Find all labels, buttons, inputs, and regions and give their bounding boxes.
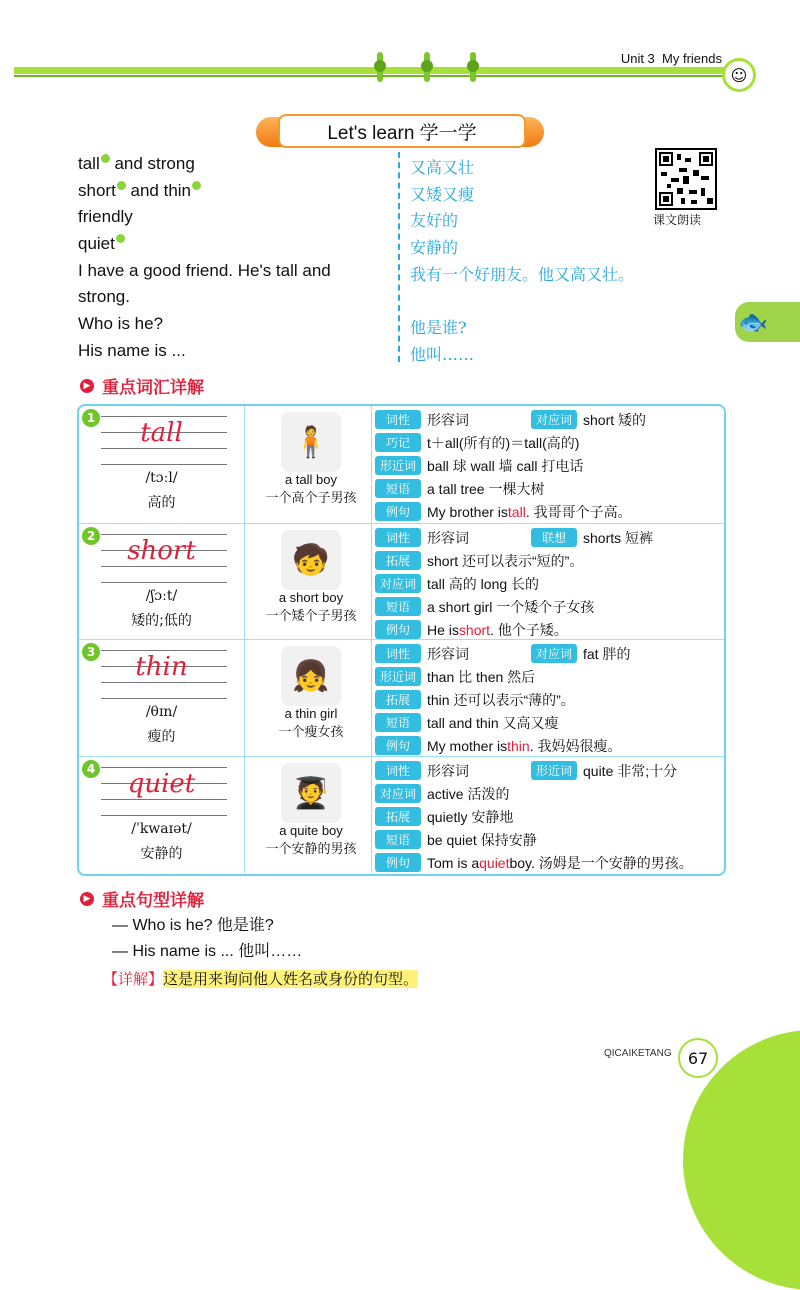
detail-note [103,968,418,989]
phonetic: /tɔːl/ [145,470,178,486]
detail-text: tall and thin 又高又瘦 [427,714,559,731]
example-text: He is [427,621,459,638]
detail-tag: 对应词 [531,644,577,663]
divider-dashed [398,152,400,362]
detail-line [375,805,693,828]
vocab-heading: ▶ 重点词汇详解 [80,373,204,398]
detail-line [375,711,630,734]
detail-text: thin 还可以表示“薄的”。 [427,691,575,708]
vocab-list-en: strong. [78,287,130,306]
mascot-logo-icon: ☺ [722,58,756,92]
illustration-caption-en: a thin girl [284,706,338,721]
detail-tag: 短语 [375,479,421,498]
fish-icon: 🐟 [738,308,768,336]
detail-text: t＋all(所有的)＝tall(高的) [427,434,580,451]
person-illustration-icon: 🧒 [281,530,341,590]
illustration-caption-en: a short boy [278,590,344,605]
vocab-list-en: short and thin [78,181,201,201]
illustration-caption-cn: 一个矮个子男孩 [265,609,357,624]
detail-tag: 词性 [375,644,421,663]
detail-line [375,526,653,549]
detail-line [375,688,630,711]
illustration-caption-en: a quite boy [279,823,343,838]
vocab-table [77,404,726,876]
illustration-caption-en: a tall boy [284,472,338,487]
sentence-line-2: — His name is ... 他叫…… [112,943,303,960]
detail-text: a short girl 一个矮个子女孩 [427,598,595,615]
detail-tag: 例句 [375,736,421,755]
detail-text: tall 高的 long 长的 [427,575,540,592]
detail-tag: 对应词 [375,784,421,803]
detail-text: be quiet 保持安静 [427,831,537,848]
word-details [375,642,630,757]
detail-tag: 拓展 [375,551,421,570]
detail-tag: 短语 [375,597,421,616]
vocab-list-en: tall and strong [78,154,195,173]
sentence-heading: ▶ 重点句型详解 [80,886,204,911]
illustration-caption-cn: 一个安静的男孩 [265,842,357,857]
detail-line [375,618,653,641]
detail-line [375,734,630,757]
detail-tag: 词性 [375,410,421,429]
vocab-list-en: I have a good friend. He's tall and [78,261,331,280]
detail-text: active 活泼的 [427,785,510,802]
vocab-word: thin [135,652,188,682]
detail-tag: 拓展 [375,690,421,709]
sentence-line-1: — Who is he? 他是谁? [112,917,274,934]
detail-line [375,500,646,523]
vocab-list-en: quiet [78,234,125,254]
section-title: Let's learn 学一学 [278,114,526,148]
detail-line [375,408,646,431]
vocab-row [79,756,724,873]
detail-tag: 形近词 [531,761,577,780]
word-meaning: 瘦的 [147,729,176,745]
detail-text: than 比 then 然后 [427,668,536,685]
vocab-list-cn: 友好的 [410,211,459,230]
qr-label: 课文朗读 [653,213,702,227]
vocab-list-en: Who is he? [78,314,164,333]
vocab-list-cn: 安静的 [410,238,459,257]
vocab-list-cn: 我有一个好朋友。他又高又壮。 [410,265,635,284]
row-number: 1 [82,409,100,427]
example-text: . 他个子矮。 [490,621,568,638]
word-illustration [247,642,375,740]
word-illustration [247,408,375,506]
detail-line [375,454,646,477]
detail-tag: 对应词 [531,410,577,429]
word-illustration [247,526,375,624]
detail-tag: 短语 [375,713,421,732]
phonetic: /ʃɔːt/ [145,588,178,604]
example-text: boy. 汤姆是一个安静的男孩。 [509,854,693,871]
row-number: 4 [82,760,100,778]
detail-text: 形容词 [427,411,469,428]
example-text: My brother is [427,503,508,520]
example-highlight: quiet [479,854,510,871]
unit-title: Unit 3 My friends [620,51,722,66]
binder-clip-icon [470,52,476,82]
person-illustration-icon: 🧍 [281,412,341,472]
brand-name: QICAIKETANG [604,1048,672,1059]
detail-text: 形容词 [427,645,469,662]
qr-code-icon[interactable] [655,148,717,210]
example-highlight: tall [507,503,526,520]
vocab-row [79,639,724,757]
note-dot-icon [117,181,126,190]
word-details [375,408,646,523]
illustration-caption-cn: 一个瘦女孩 [278,725,344,740]
detail-line [375,572,653,595]
vocab-row [79,523,724,640]
vocab-word: quiet [127,769,196,799]
vocab-word: tall [140,418,183,448]
phonetic: /ˈkwaɪət/ [131,821,192,837]
detail-text: a tall tree 一棵大树 [427,480,545,497]
note-dot-icon [192,181,201,190]
word-details [375,759,693,874]
detail-tag: 拓展 [375,807,421,826]
detail-text: shorts 短裤 [583,529,654,546]
row-number: 2 [82,527,100,545]
detail-line [375,828,693,851]
detail-text: 形容词 [427,529,469,546]
detail-tag: 联想 [531,528,577,547]
detail-tag: 短语 [375,830,421,849]
binder-clip-icon [377,52,383,82]
illustration-caption-cn: 一个高个子男孩 [265,491,357,506]
page-number: 67 [678,1038,718,1078]
play-bullet-icon: ▶ [80,379,94,393]
detail-text: fat 胖的 [583,645,631,662]
detail-tag: 对应词 [375,574,421,593]
detail-tag: 例句 [375,620,421,639]
vocab-row [79,406,724,523]
detail-line [375,642,630,665]
play-bullet-icon: ▶ [80,892,94,906]
vocab-list-en: His name is ... [78,341,186,360]
word-meaning: 矮的;低的 [131,613,192,629]
detail-label: 【详解】 [103,970,164,988]
example-highlight: thin [507,737,530,754]
example-text: My mother is [427,737,508,754]
detail-tag: 巧记 [375,433,421,452]
person-illustration-icon: 👧 [281,646,341,706]
detail-tag: 词性 [375,528,421,547]
vocab-list-en: friendly [78,207,133,226]
binder-clip-icon [424,52,430,82]
vocab-list-cn: 又矮又瘦 [410,185,475,204]
phonetic: /θɪn/ [145,704,178,720]
row-number: 3 [82,643,100,661]
vocab-word: short [127,536,196,566]
detail-text: short 矮的 [583,411,647,428]
detail-tag: 词性 [375,761,421,780]
word-meaning: 安静的 [140,846,183,862]
detail-line [375,595,653,618]
detail-line [375,549,653,572]
example-highlight: short [458,621,491,638]
example-text: . 我妈妈很瘦。 [529,737,622,754]
detail-tag: 例句 [375,853,421,872]
detail-text: ball 球 wall 墙 call 打电话 [427,457,584,474]
vocab-list-cn: 他叫…… [410,345,475,364]
detail-text: quite 非常;十分 [583,762,678,779]
detail-text: 这是用来询问他人姓名或身份的句型。 [163,970,419,988]
vocab-list-cn: 又高又壮 [410,158,475,177]
detail-tag: 形近词 [375,667,421,686]
note-dot-icon [116,234,125,243]
detail-text: 形容词 [427,762,469,779]
detail-line [375,431,646,454]
note-dot-icon [101,154,110,163]
word-details [375,526,653,641]
detail-line [375,477,646,500]
word-meaning: 高的 [147,495,176,511]
detail-tag: 例句 [375,502,421,521]
detail-line [375,759,693,782]
example-text: Tom is a [427,854,480,871]
person-illustration-icon: 🧑‍🎓 [281,763,341,823]
detail-line [375,851,693,874]
vocab-list-cn: 他是谁? [410,318,467,337]
example-text: . 我哥哥个子高。 [525,503,632,520]
detail-line [375,665,630,688]
detail-line [375,782,693,805]
detail-text: quietly 安静地 [427,808,514,825]
detail-tag: 形近词 [375,456,421,475]
word-illustration [247,759,375,857]
detail-text: short 还可以表示“短的”。 [427,552,584,569]
